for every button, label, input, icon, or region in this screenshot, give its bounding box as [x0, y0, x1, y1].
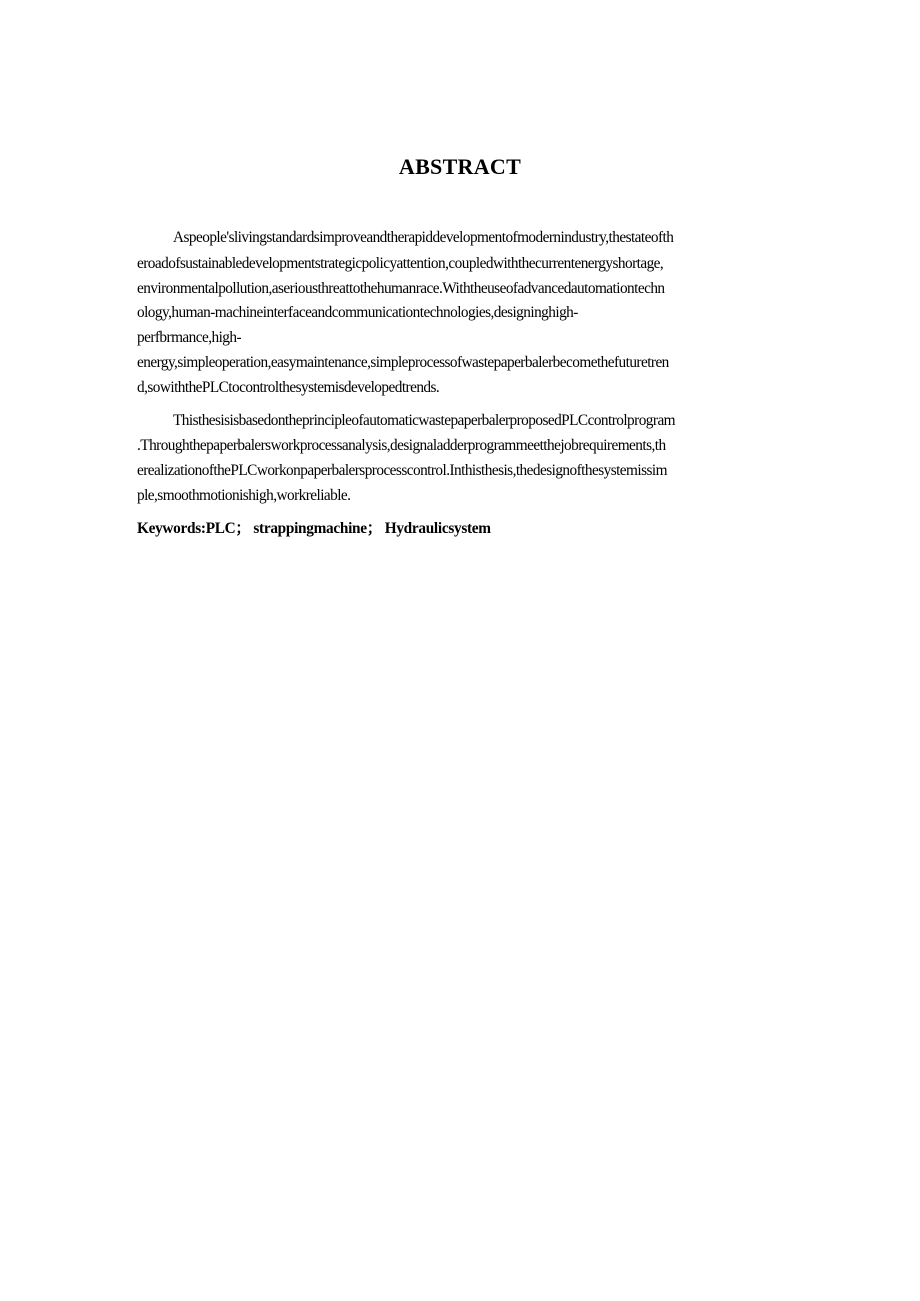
paragraph-line: Aspeople'slivingstandardsimproveandtherapiddevelopmentofmodernindustry,thestateofth	[173, 229, 674, 246]
paragraph-line: erealizationofthePLCworkonpaperbalersprocesscontrol.Inthisthesis,thedesignofthesystemissim	[137, 462, 667, 479]
abstract-title: ABSTRACT	[398, 154, 522, 179]
paragraph-line: energy,simpleoperation,easymaintenance,simpleprocessofwastepaperbalerbecomethefuturetren	[137, 354, 669, 371]
paragraph-line: .Throughthepaperbalersworkprocessanalysis,designaladderprogrammeetthejobrequirements,th	[137, 437, 666, 454]
paragraph-line: eroadofsustainabledevelopmentstrategicpolicyattention,coupledwiththecurrentenergyshortage,	[137, 255, 664, 272]
keyword-item: strappingmachine	[253, 520, 367, 537]
keyword-item: Hydraulicsystem	[384, 520, 491, 537]
keyword-separator: ；	[366, 520, 382, 537]
paragraph-line: ology,human-machineinterfaceandcommunicationtechnologies,designinghigh-	[137, 304, 578, 321]
paragraph-line: perfbrmance,high-	[137, 329, 242, 346]
paragraph-line: ThisthesisisbasedontheprincipleofautomaticwastepaperbalerproposedPLCcontrolprogram	[173, 412, 676, 429]
keywords-line	[137, 516, 783, 542]
keyword-separator: ；	[235, 520, 251, 537]
keywords-label: Keywords:	[137, 520, 206, 537]
paragraph-line: ple,smoothmotionishigh,workreliable.	[137, 487, 351, 504]
paragraph-line: environmentalpollution,aseriousthreattothehumanrace.Withtheuseofadvancedautomationtechn	[137, 280, 665, 297]
paragraph-line: d,sowiththePLCtocontrolthesystemisdevelopedtrends.	[137, 379, 440, 396]
keyword-item: PLC	[205, 520, 236, 537]
